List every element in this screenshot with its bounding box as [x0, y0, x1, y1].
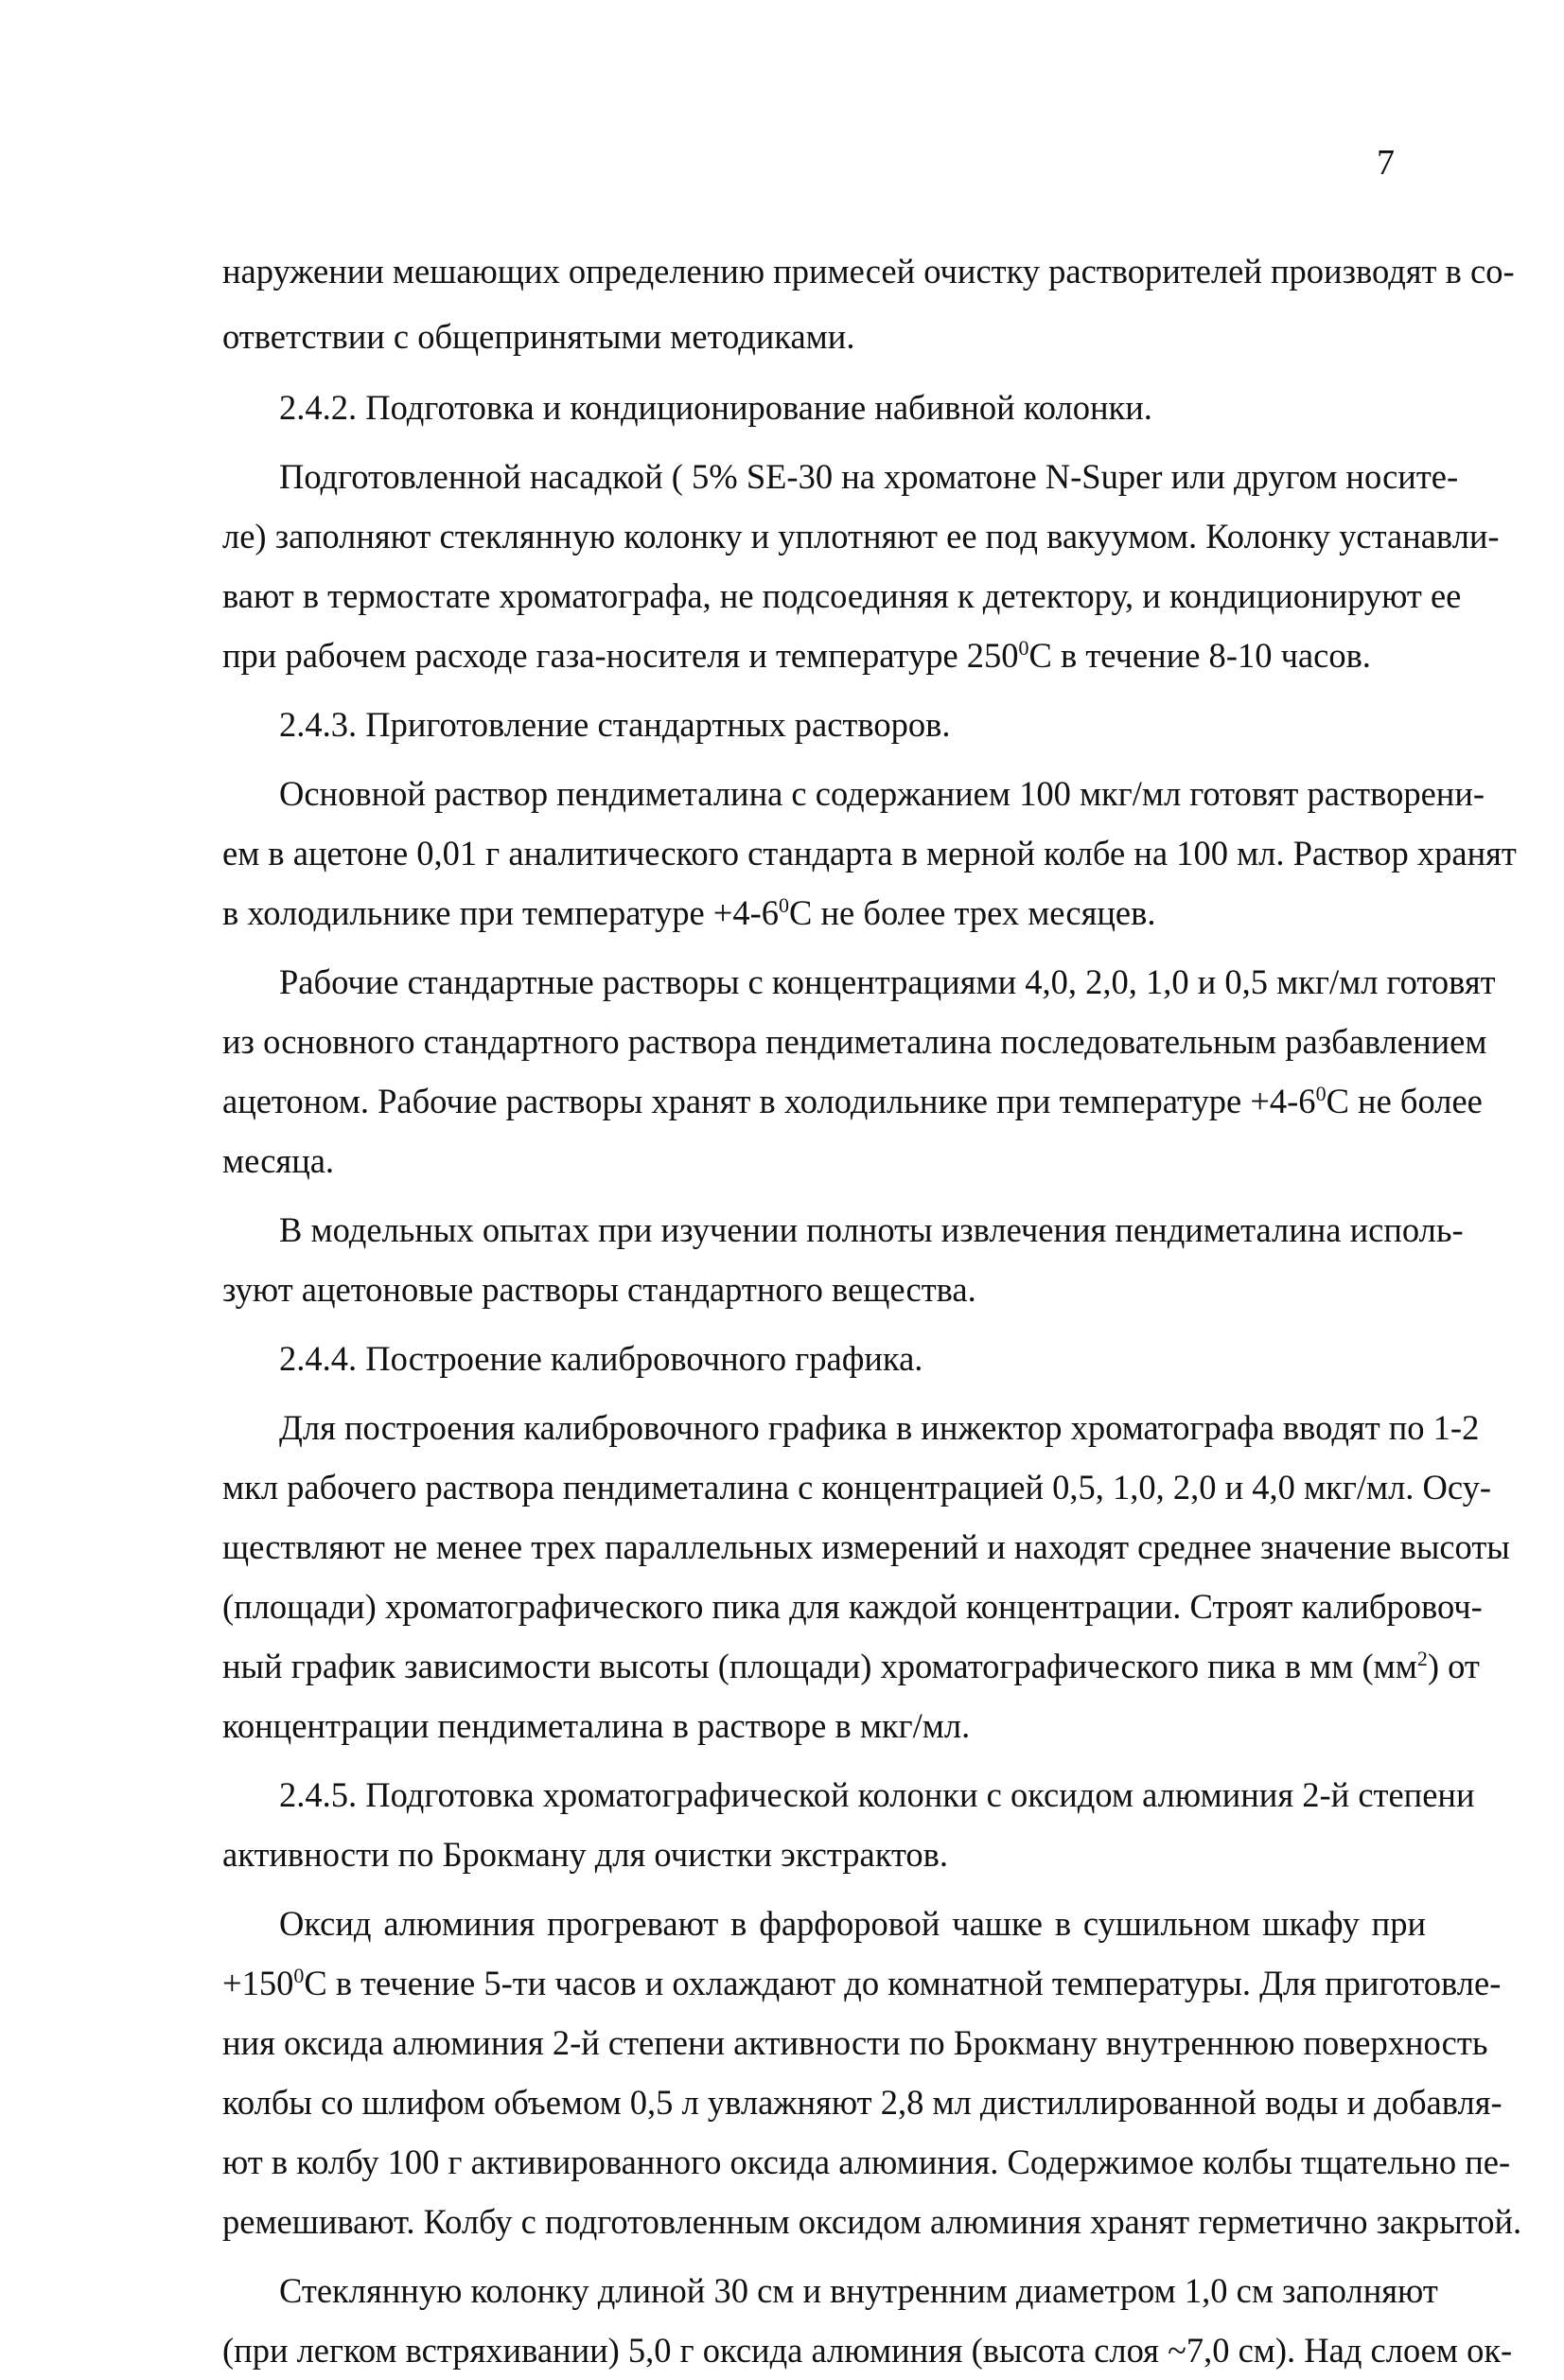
text-line: вают в термостате хроматографа, не подсоединяя к детектору, и кондиционируют ее — [222, 576, 1462, 615]
text-line: $+150^0С$ в течение 5-ти часов и охлаждают до комнатной температуры. Для приготовле- — [222, 1963, 1502, 2002]
text-line: месяца. — [222, 1141, 335, 1180]
text-line: концентрации пендиметалина в растворе в мкг/мл. — [222, 1706, 971, 1745]
text-line: ный график зависимости высоты (площади) хроматографического пика в мм $(мм^2)$ от — [222, 1646, 1480, 1685]
text-line: Основной раствор пендиметалина с содержанием 100 мкг/мл готовят растворени- — [279, 774, 1485, 813]
text-line: Подготовленной насадкой ( 5% SE-30 на хроматоне N-Super или другом носите- — [279, 457, 1459, 496]
page-number: 7 — [1377, 143, 1395, 183]
text-line: ем в ацетоне 0,01 г аналитического стандарта в мерной колбе на 100 мл. Раствор хранят — [222, 834, 1517, 873]
text-line: Оксид алюминия прогревают в фарфоровой чашке в сушильном шкафу при — [279, 1904, 1426, 1943]
document-body — [222, 241, 1522, 2380]
text-line: ответствии с общепринятыми методиками. — [222, 317, 855, 356]
section-heading-2-4-3: 2.4.3. Приготовление стандартных растворов. — [279, 705, 951, 744]
text-line: наружении мешающих определению примесей очистку растворителей производят в со- — [222, 252, 1515, 291]
section-heading-2-4-2: 2.4.2. Подготовка и кондиционирование набивной колонки. — [279, 388, 1152, 427]
text-line: при рабочем расходе газа-носителя и температуре $250^0С$ в течение 8-10 часов. — [222, 635, 1371, 675]
text-line: ществляют не менее трех параллельных измерений и находят среднее значение высоты — [222, 1527, 1510, 1566]
text-line: (площади) хроматографического пика для каждой концентрации. Строят калибровоч- — [222, 1587, 1483, 1626]
text-line: В модельных опытах при изучении полноты извлечения пендиметалина исполь- — [279, 1210, 1464, 1249]
text-line: в холодильнике при температуре $+4-6^0С$ не более трех месяцев. — [222, 892, 1156, 932]
section-heading-2-4-4: 2.4.4. Построение калибровочного графика. — [279, 1339, 923, 1378]
text-line: зуют ацетоновые растворы стандартного вещества. — [222, 1270, 976, 1309]
text-line: мкл рабочего раствора пендиметалина с концентрацией 0,5, 1,0, 2,0 и 4,0 мкг/мл. Осу- — [222, 1468, 1492, 1507]
text-line: активности по Брокману для очистки экстрактов. — [222, 1835, 949, 1874]
text-line: (при легком встряхивании) 5,0 г оксида алюминия (высота слоя ~7,0 см). Над слоем ок- — [222, 2331, 1513, 2370]
text-line: Для построения калибровочного графика в инжектор хроматографа вводят по 1-2 — [279, 1408, 1480, 1447]
text-line: ют в колбу 100 г активированного оксида алюминия. Содержимое колбы тщательно пе- — [222, 2142, 1511, 2181]
text-line: ацетоном. Рабочие растворы хранят в холодильнике при температуре $+4-6^0С$ не более — [222, 1081, 1483, 1120]
text-line: из основного стандартного раствора пендиметалина последовательным разбавлением — [222, 1022, 1487, 1061]
section-heading-2-4-5: 2.4.5. Подготовка хроматографической колонки с оксидом алюминия 2-й степени — [279, 1775, 1475, 1814]
text-line: ния оксида алюминия 2-й степени активности по Брокману внутреннюю поверхность — [222, 2023, 1488, 2062]
text-line: ле) заполняют стеклянную колонку и уплотняют ее под вакуумом. Колонку устанавли- — [222, 517, 1500, 555]
text-line: Стеклянную колонку длиной 30 см и внутренним диаметром 1,0 см заполняют — [279, 2271, 1438, 2310]
text-line: Рабочие стандартные растворы с концентрациями 4,0, 2,0, 1,0 и 0,5 мкг/мл готовят — [279, 962, 1496, 1001]
text-line: ремешивают. Колбу с подготовленным оксидом алюминия хранят герметично закрытой. — [222, 2202, 1522, 2241]
text-line: колбы со шлифом объемом 0,5 л увлажняют 2,8 мл дистиллированной воды и добавля- — [222, 2083, 1502, 2122]
